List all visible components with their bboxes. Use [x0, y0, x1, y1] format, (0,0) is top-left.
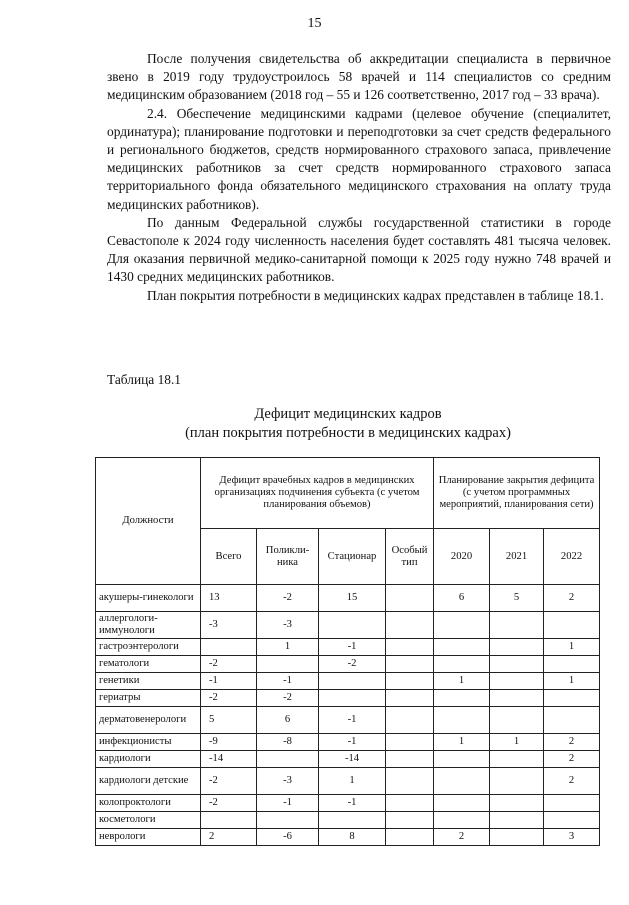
cell-y2020: [434, 795, 490, 812]
cell-y2020: [434, 639, 490, 656]
cell-y2022: [544, 795, 600, 812]
cell-special: [386, 751, 434, 768]
cell-position: кардиологи: [96, 751, 201, 768]
cell-total: [201, 639, 257, 656]
cell-y2022: 2: [544, 734, 600, 751]
cell-position: гематологи: [96, 656, 201, 673]
cell-y2021: [490, 829, 544, 846]
table-row: [96, 734, 600, 751]
cell-position: аллергологи-иммунологи: [96, 612, 201, 639]
cell-total: -2: [201, 795, 257, 812]
cell-total: 5: [201, 707, 257, 734]
table-row: [96, 690, 600, 707]
cell-polyclinic: -1: [257, 673, 319, 690]
table-label: Таблица 18.1: [107, 372, 182, 387]
cell-hospital: -14: [319, 751, 386, 768]
cell-polyclinic: -1: [257, 795, 319, 812]
cell-y2022: [544, 690, 600, 707]
cell-hospital: -1: [319, 639, 386, 656]
cell-y2021: [490, 751, 544, 768]
table-body: [96, 585, 600, 846]
body-text: [107, 50, 611, 305]
cell-y2021: 5: [490, 585, 544, 612]
cell-y2020: 1: [434, 734, 490, 751]
cell-special: [386, 690, 434, 707]
cell-y2021: [490, 707, 544, 734]
cell-hospital: [319, 812, 386, 829]
col-header-2020: 2020: [434, 529, 490, 585]
cell-polyclinic: 6: [257, 707, 319, 734]
cell-y2022: 2: [544, 585, 600, 612]
col-header-polyclinic: Поликли-ника: [257, 529, 319, 585]
cell-position: колопроктологи: [96, 795, 201, 812]
cell-special: [386, 656, 434, 673]
cell-polyclinic: -3: [257, 612, 319, 639]
cell-polyclinic: [257, 812, 319, 829]
cell-hospital: -1: [319, 795, 386, 812]
table-row: [96, 656, 600, 673]
cell-y2021: [490, 639, 544, 656]
cell-y2020: [434, 656, 490, 673]
cell-y2020: [434, 690, 490, 707]
cell-polyclinic: [257, 751, 319, 768]
cell-position: кардиологи детские: [96, 768, 201, 795]
cell-special: [386, 612, 434, 639]
cell-polyclinic: -3: [257, 768, 319, 795]
cell-y2020: 6: [434, 585, 490, 612]
table-row: [96, 829, 600, 846]
cell-position: гериатры: [96, 690, 201, 707]
table-row: [96, 812, 600, 829]
cell-hospital: [319, 690, 386, 707]
cell-y2021: [490, 612, 544, 639]
cell-y2022: [544, 812, 600, 829]
cell-y2020: [434, 707, 490, 734]
cell-hospital: -1: [319, 734, 386, 751]
cell-y2022: [544, 656, 600, 673]
cell-polyclinic: 1: [257, 639, 319, 656]
cell-total: 2: [201, 829, 257, 846]
cell-total: -2: [201, 768, 257, 795]
table-row: [96, 639, 600, 656]
cell-y2020: [434, 768, 490, 795]
cell-hospital: [319, 612, 386, 639]
cell-position: генетики: [96, 673, 201, 690]
cell-y2020: [434, 812, 490, 829]
cell-special: [386, 829, 434, 846]
table-row: [96, 751, 600, 768]
cell-y2022: [544, 612, 600, 639]
col-header-position: Должности: [96, 458, 201, 585]
paragraph: По данным Федеральной службы государственной статистики в городе Севастополе к 2024 году численность населения будет составлять 481 тысяча человек. Для оказания первичной медико-санитарной помощи к 2025 году нужно 748 врачей и 1430 средних медицинских работников.: [107, 214, 611, 285]
col-header-2022: 2022: [544, 529, 600, 585]
cell-hospital: [319, 673, 386, 690]
cell-special: [386, 673, 434, 690]
cell-y2022: 3: [544, 829, 600, 846]
cell-special: [386, 795, 434, 812]
cell-total: -2: [201, 690, 257, 707]
cell-hospital: -2: [319, 656, 386, 673]
table-row: [96, 707, 600, 734]
cell-polyclinic: -6: [257, 829, 319, 846]
cell-special: [386, 734, 434, 751]
col-header-2021: 2021: [490, 529, 544, 585]
cell-total: -1: [201, 673, 257, 690]
cell-y2021: [490, 812, 544, 829]
paragraph: 2.4. Обеспечение медицинскими кадрами (целевое обучение (специалитет, ординатура); планирование подготовки и переподготовки за счет средств федерального и регионального бюджетов, средств нормированного страхового запаса, привлечение медицинских работников за счет средств нормированного страхового запаса территориального фонда обязательного медицинского страхования на оплату труда медицинских работников).: [107, 105, 611, 212]
cell-special: [386, 639, 434, 656]
cell-total: -14: [201, 751, 257, 768]
cell-y2021: [490, 795, 544, 812]
cell-total: -9: [201, 734, 257, 751]
cell-y2021: [490, 673, 544, 690]
table-title: Дефицит медицинских кадров: [254, 406, 442, 422]
cell-special: [386, 812, 434, 829]
page-number: 15: [307, 16, 322, 31]
cell-total: -2: [201, 656, 257, 673]
col-header-hospital: Стационар: [319, 529, 386, 585]
cell-y2020: [434, 751, 490, 768]
cell-y2022: 1: [544, 673, 600, 690]
deficit-table: [95, 457, 600, 846]
table-subtitle: (план покрытия потребности в медицинских кадрах): [185, 425, 511, 441]
col-header-special: Особый тип: [386, 529, 434, 585]
cell-polyclinic: -2: [257, 585, 319, 612]
cell-y2020: 1: [434, 673, 490, 690]
cell-y2021: [490, 768, 544, 795]
paragraph: План покрытия потребности в медицинских кадрах представлен в таблице 18.1.: [147, 287, 604, 303]
cell-polyclinic: -8: [257, 734, 319, 751]
cell-polyclinic: [257, 656, 319, 673]
col-header-deficit-group: Дефицит врачебных кадров в медицинских организациях подчинения субъекта (с учетом планирования объемов): [201, 458, 434, 529]
cell-hospital: 15: [319, 585, 386, 612]
cell-polyclinic: -2: [257, 690, 319, 707]
cell-position: неврологи: [96, 829, 201, 846]
cell-total: -3: [201, 612, 257, 639]
cell-y2022: 2: [544, 768, 600, 795]
cell-total: [201, 812, 257, 829]
cell-position: косметологи: [96, 812, 201, 829]
col-header-plan-group: Планирование закрытия дефицита (с учетом программных мероприятий, планирования сети): [434, 458, 600, 529]
cell-y2020: 2: [434, 829, 490, 846]
table-row: [96, 585, 600, 612]
cell-y2021: [490, 690, 544, 707]
cell-position: акушеры-гинекологи: [96, 585, 201, 612]
cell-hospital: 1: [319, 768, 386, 795]
cell-y2021: 1: [490, 734, 544, 751]
table-row: [96, 768, 600, 795]
cell-y2020: [434, 612, 490, 639]
cell-total: 13: [201, 585, 257, 612]
cell-position: дерматовенерологи: [96, 707, 201, 734]
cell-hospital: 8: [319, 829, 386, 846]
cell-special: [386, 768, 434, 795]
table-row: [96, 795, 600, 812]
cell-hospital: -1: [319, 707, 386, 734]
cell-y2022: 1: [544, 639, 600, 656]
cell-y2022: [544, 707, 600, 734]
cell-y2021: [490, 656, 544, 673]
cell-special: [386, 585, 434, 612]
cell-position: гастроэнтерологи: [96, 639, 201, 656]
cell-position: инфекционисты: [96, 734, 201, 751]
cell-special: [386, 707, 434, 734]
table-row: [96, 612, 600, 639]
col-header-total: Всего: [201, 529, 257, 585]
table-row: [96, 673, 600, 690]
paragraph: После получения свидетельства об аккредитации специалиста в первичное звено в 2019 году трудоустроилось 58 врачей и 114 специалистов со средним медицинским образованием (2018 год – 55 и 126 соответственно, 2017 год – 33 врача).: [107, 51, 611, 103]
cell-y2022: 2: [544, 751, 600, 768]
